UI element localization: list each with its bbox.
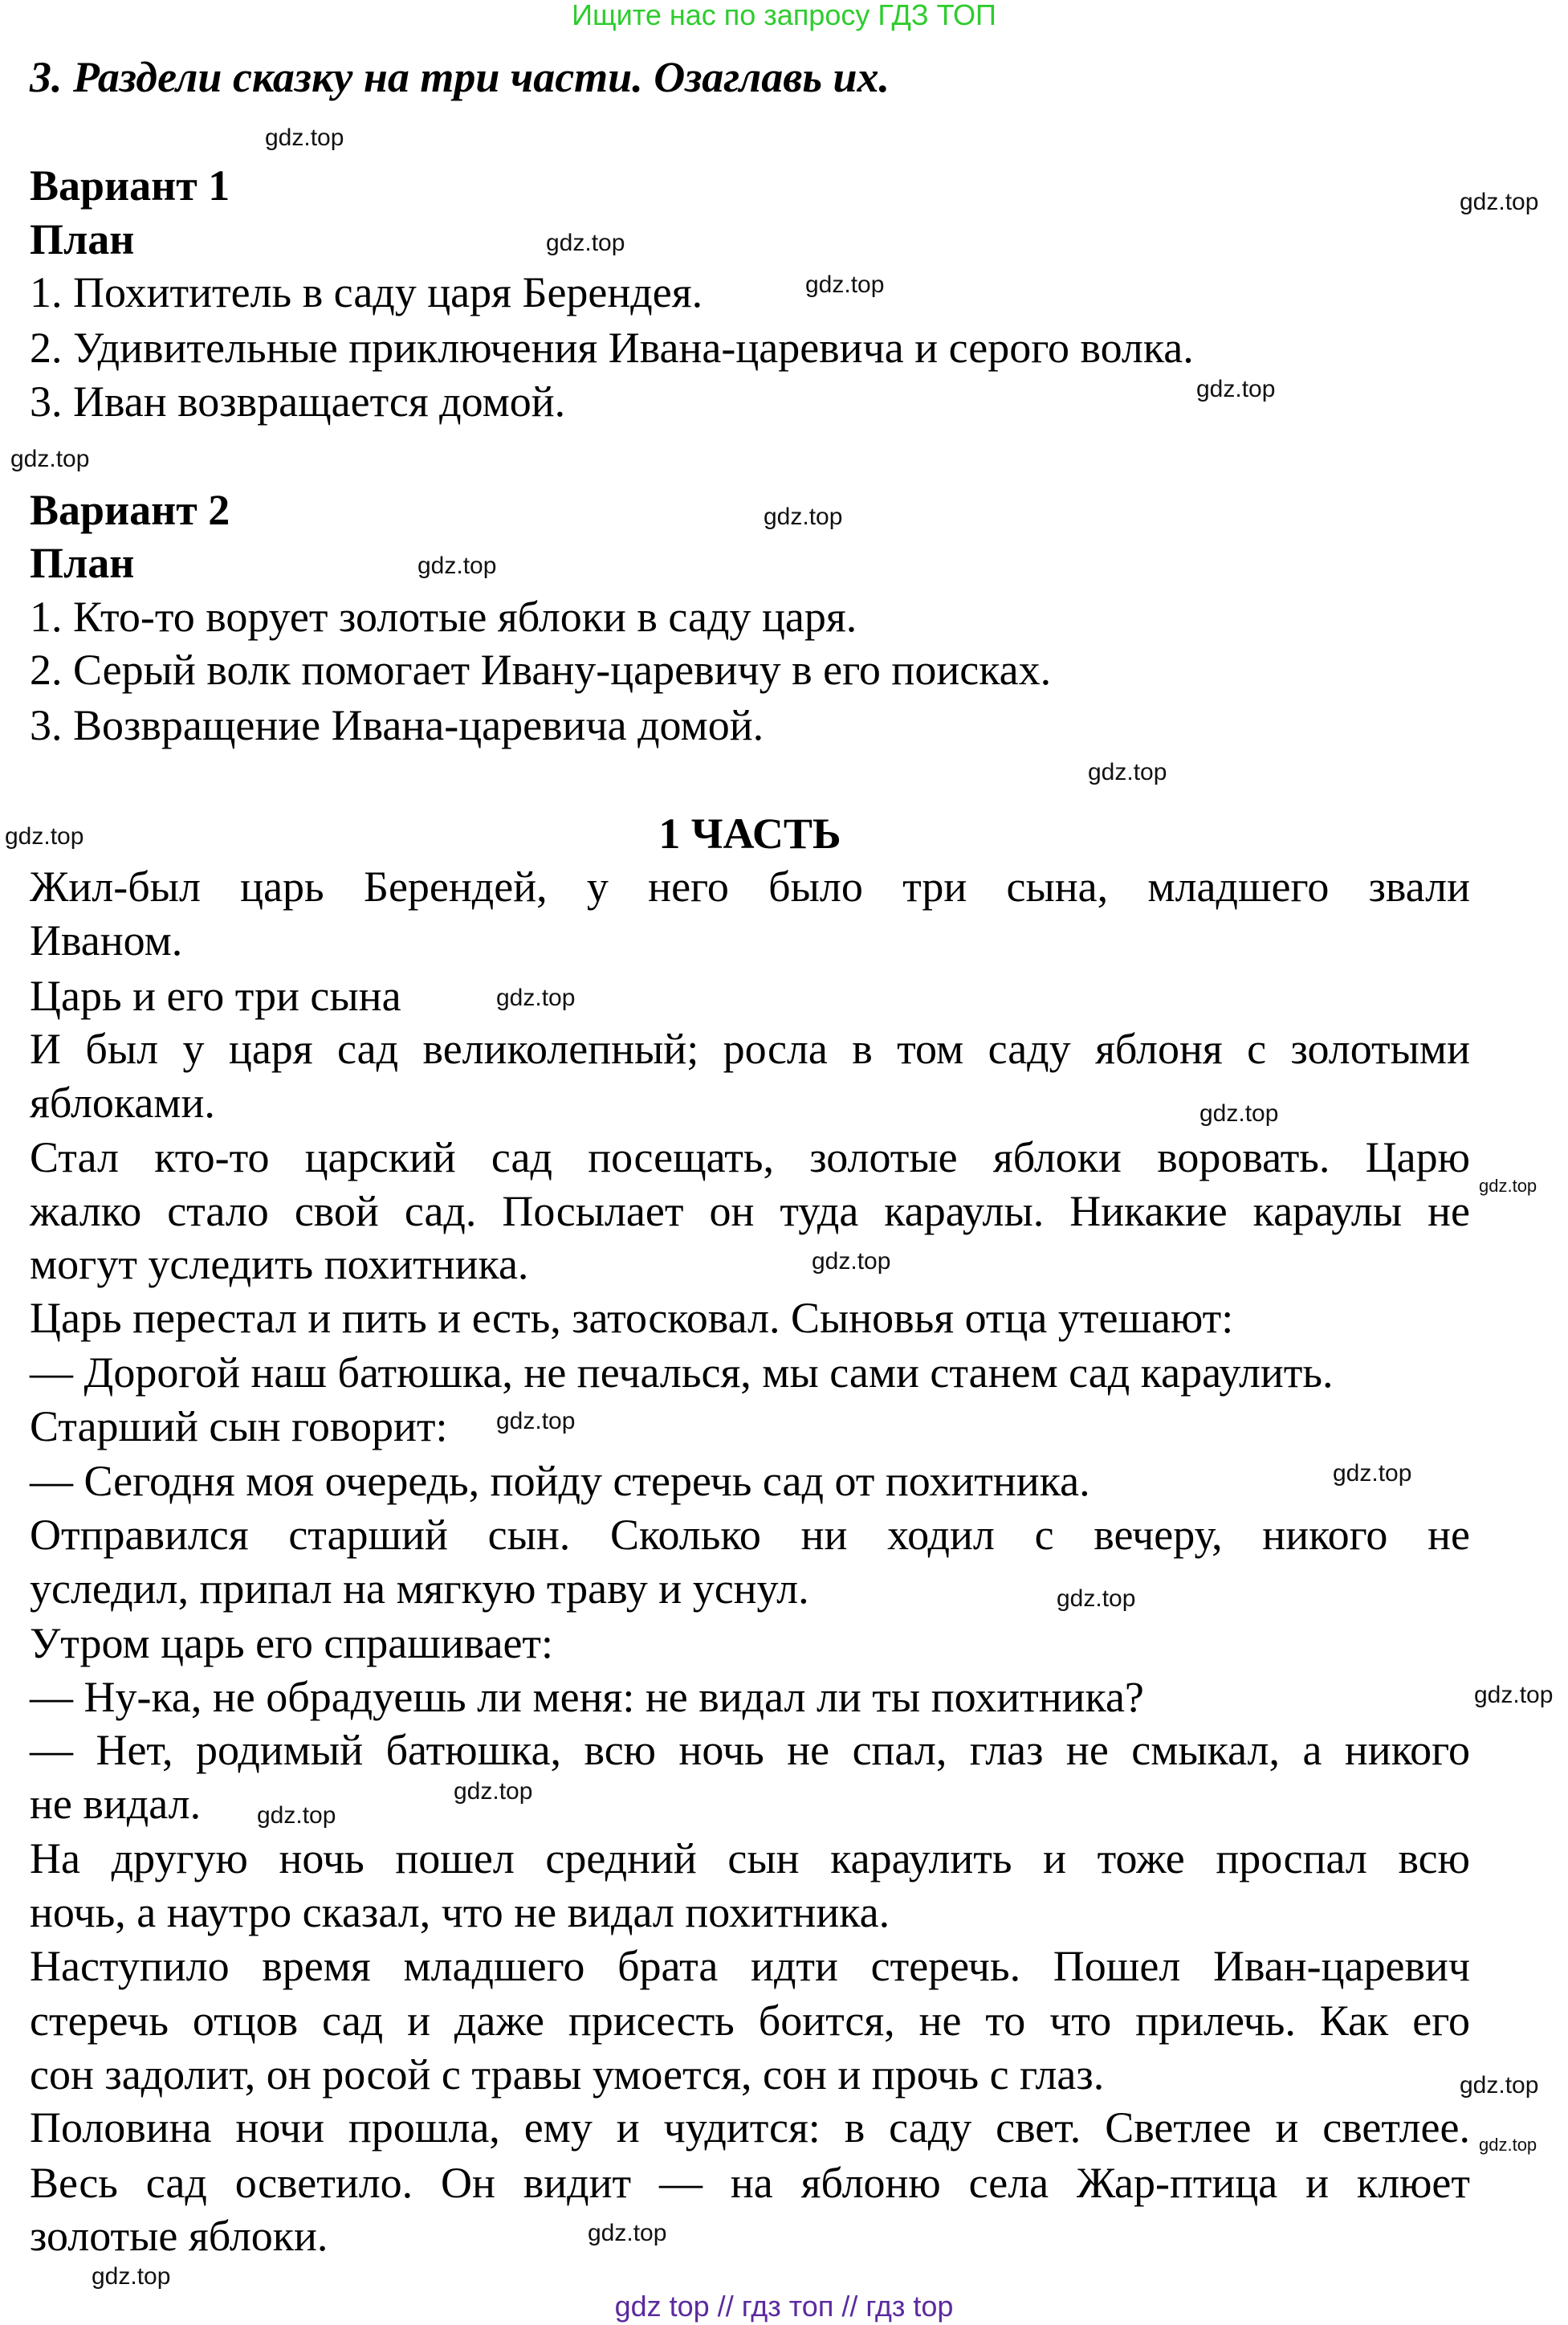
variant-2-heading: Вариант 2 <box>30 486 230 534</box>
watermark: gdz.top <box>805 271 885 298</box>
watermark: gdz.top <box>1333 1460 1412 1487</box>
body-line: Стал кто-то царский сад посещать, золотые яблоки воровать. Царю <box>30 1133 1470 1181</box>
watermark: gdz.top <box>1479 2135 1537 2155</box>
body-line: могут уследить похитника. <box>30 1240 529 1288</box>
body-line: Отправился старший сын. Сколько ни ходил с вечеру, никого не <box>30 1511 1470 1559</box>
variant-1-item: 1. Похититель в саду царя Берендея. <box>30 268 703 316</box>
body-line: Жил-был царь Берендей, у него было три сына, младшего звали <box>30 863 1470 911</box>
body-line: Утром царь его спрашивает: <box>30 1619 554 1667</box>
watermark: gdz.top <box>454 1778 533 1805</box>
body-line: На другую ночь пошел средний сын караулить и тоже проспал всю <box>30 1834 1470 1882</box>
variant-2-plan-heading: План <box>30 539 135 587</box>
body-line: ночь, а наутро сказал, что не видал похитника. <box>30 1888 890 1936</box>
watermark: gdz.top <box>417 553 497 579</box>
body-line: Наступило время младшего брата идти стеречь. Пошел Иван-царевич <box>30 1942 1470 1990</box>
body-line: — Дорогой наш батюшка, не печалься, мы сами станем сад караулить. <box>30 1348 1334 1397</box>
watermark: gdz.top <box>1199 1100 1279 1127</box>
variant-2-item: 3. Возвращение Ивана-царевича домой. <box>30 701 764 749</box>
body-line: не видал. <box>30 1780 202 1828</box>
watermark: gdz.top <box>764 504 843 530</box>
watermark: gdz.top <box>1460 189 1539 215</box>
watermark: gdz.top <box>1479 1176 1537 1196</box>
watermark: gdz.top <box>1196 376 1276 402</box>
body-line: Царь и его три сына <box>30 972 401 1020</box>
body-line: уследил, припал на мягкую траву и уснул. <box>30 1564 809 1613</box>
body-line: И был у царя сад великолепный; росла в том саду яблоня с золотыми <box>30 1025 1470 1073</box>
variant-2-item: 2. Серый волк помогает Ивану-царевичу в его поисках. <box>30 646 1052 694</box>
body-line: Иваном. <box>30 916 183 965</box>
body-line: — Ну-ка, не обрадуешь ли меня: не видал ли ты похитника? <box>30 1673 1144 1721</box>
variant-1-item: 2. Удивительные приключения Ивана-царевича и серого волка. <box>30 324 1194 372</box>
body-line: золотые яблоки. <box>30 2212 328 2260</box>
variant-1-item: 3. Иван возвращается домой. <box>30 377 566 426</box>
watermark: gdz.top <box>1088 759 1167 785</box>
body-line: яблоками. <box>30 1079 215 1127</box>
watermark: gdz.top <box>1474 1682 1554 1708</box>
watermark: gdz.top <box>496 1408 576 1434</box>
watermark: gdz.top <box>257 1802 336 1829</box>
variant-1-plan-heading: План <box>30 215 135 263</box>
watermark: gdz.top <box>265 124 344 151</box>
body-line: Весь сад осветило. Он видит — на яблоню села Жар-птица и клюет <box>30 2159 1470 2207</box>
watermark: gdz.top <box>92 2263 171 2290</box>
watermark: gdz.top <box>812 1248 891 1275</box>
variant-2-item: 1. Кто-то ворует золотые яблоки в саду царя. <box>30 593 857 641</box>
body-line: Царь перестал и пить и есть, затосковал. Сыновья отца утешают: <box>30 1294 1234 1342</box>
watermark: gdz.top <box>1057 1585 1136 1612</box>
body-line: Половина ночи прошла, ему и чудится: в саду свет. Светлее и светлее. <box>30 2103 1470 2152</box>
watermark: gdz.top <box>5 823 84 850</box>
watermark: gdz.top <box>588 2220 667 2246</box>
watermark: gdz.top <box>546 230 625 256</box>
task-title: 3. Раздели сказку на три части. Озаглавь их. <box>30 53 890 101</box>
part-heading: 1 ЧАСТЬ <box>658 810 841 858</box>
body-line: Старший сын говорит: <box>30 1402 448 1450</box>
body-line: — Сегодня моя очередь, пойду стеречь сад от похитника. <box>30 1457 1090 1505</box>
body-line: сон задолит, он росой с травы умоется, сон и прочь с глаз. <box>30 2050 1105 2099</box>
watermark: gdz.top <box>10 446 90 472</box>
variant-1-heading: Вариант 1 <box>30 161 230 210</box>
body-line: стеречь отцов сад и даже присесть боится, не то что прилечь. Как его <box>30 1997 1470 2045</box>
search-banner: Ищите нас по запросу ГДЗ ТОП <box>572 0 996 31</box>
body-line: — Нет, родимый батюшка, всю ночь не спал, глаз не смыкал, а никого <box>30 1726 1470 1774</box>
watermark: gdz.top <box>1460 2072 1539 2099</box>
body-line: жалко стало свой сад. Посылает он туда караулы. Никакие караулы не <box>30 1187 1470 1235</box>
footer-links: gdz top // гдз топ // гдз top <box>614 2290 954 2323</box>
watermark: gdz.top <box>496 985 576 1011</box>
